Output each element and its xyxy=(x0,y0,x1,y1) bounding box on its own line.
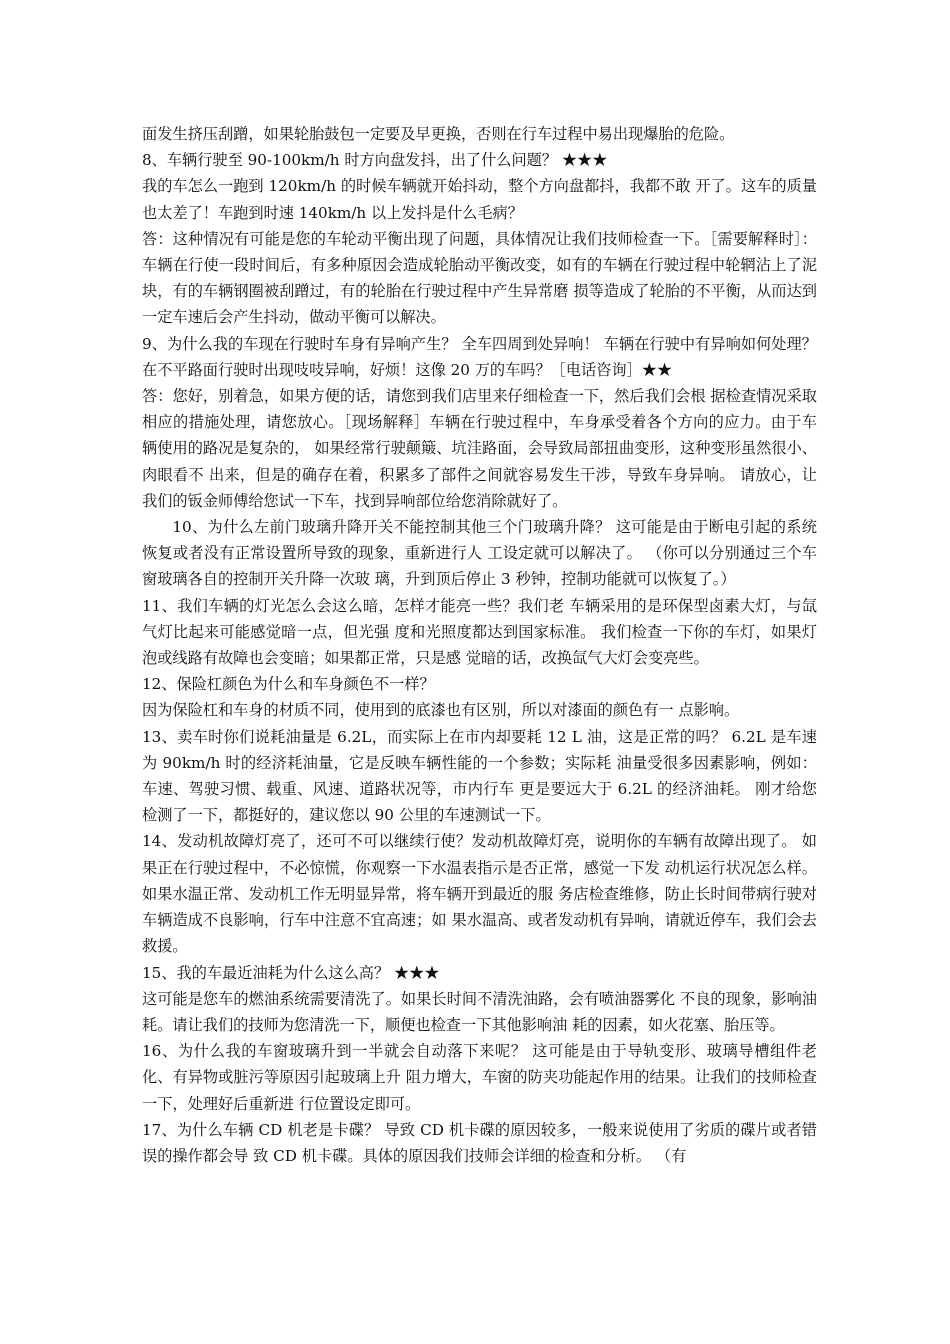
question-15-heading: 15、我的车最近油耗为什么这么高？ ★★★ xyxy=(142,963,440,982)
question-16: 16、为什么我的车窗玻璃升到一半就会自动落下来呢？ 这可能是由于导轨变形、玻璃导槽组件老化、有异物或脏污等原因引起玻璃上升 阻力增大，车窗的防夹功能起作用的结果。让我们的技师检查一下，处理好后重新进 行位置设定即可。 xyxy=(142,1042,817,1113)
question-14: 14、发动机故障灯亮了，还可不可以继续行使？发动机故障灯亮，说明你的车辆有故障出现了。 如果正在行驶过程中，不必惊慌，你观察一下水温表指示是否正常，感觉一下发 动机运行状况怎么样。如果水温正常、发动机工作无明显异常，将车辆开到最近的服 务店检查维修，防止长时间带病行驶对车辆造成不良影响，行车中注意不宜高速；如 果水温高、或者发动机有异响，请就近停车，我们会去救援。 xyxy=(142,832,817,956)
question-12-answer: 因为保险杠和车身的材质不同，使用到的底漆也有区别，所以对漆面的颜色有一 点影响。 xyxy=(142,701,740,720)
question-12-heading: 12、保险杠颜色为什么和车身颜色不一样？ xyxy=(142,675,435,694)
question-8-customer-text: 我的车怎么一跑到 120km/h 的时候车辆就开始抖动，整个方向盘都抖，我都不敢 开了。这车的质量也太差了！车跑到时速 140km/h 以上发抖是什么毛病？ xyxy=(142,177,817,222)
question-11: 11、我们车辆的灯光怎么会这么暗，怎样才能亮一些？我们老 车辆采用的是环保型卤素大灯，与氙气灯比起来可能感觉暗一点，但光强 度和光照度都达到国家标准。 我们检查一下你的车灯，如果灯泡或线路有故障也会变暗；如果都正常，只是感 觉暗的话，改换氙气大灯会变亮些。 xyxy=(142,596,817,668)
question-9-heading: 9、为什么我的车现在行驶时车身有异响产生？ 全车四周到处异响！ 车辆在行驶中有异响如何处理？在不平路面行驶时出现吱吱异响，好烦！这像 20 万的车吗？［电话咨询］★★ xyxy=(142,334,817,379)
question-15-answer: 这可能是您车的燃油系统需要清洗了。如果长时间不清洗油路，会有喷油器雾化 不良的现象，影响油耗。请让我们的技师为您清洗一下，顺便也检查一下其他影响油 耗的因素，如火花塞、胎压等。 xyxy=(142,989,817,1034)
question-13: 13、卖车时你们说耗油量是 6.2L，而实际上在市内却要耗 12 L 油，这是正常的吗？ 6.2L 是车速为 90km/h 时的经济耗油量，它是反映车辆性能的一个参数；实际耗 油量受很多因素影响，例如：车速、驾驶习惯、载重、风速、道路状况等，市内行车 更是要远大于 6.2L 的经济油耗。 刚才给您检测了一下，都挺好的，建议您以 90 公里的车速测试一下。 xyxy=(142,727,817,825)
question-17: 17、为什么车辆 CD 机老是卡碟？ 导致 CD 机卡碟的原因较多，一般来说使用了劣质的碟片或者错误的操作都会导 致 CD 机卡碟。具体的原因我们技师会详细的检查和分析。 （有 xyxy=(142,1120,817,1165)
paragraph-continuation: 面发生挤压刮蹭，如果轮胎鼓包一定要及早更换，否则在行车过程中易出现爆胎的危险。 xyxy=(142,125,735,143)
question-8-answer: 答：这种情况有可能是您的车轮动平衡出现了问题，具体情况让我们技师检查一下。［需要解释时］： 车辆在行使一段时间后，有多种原因会造成轮胎动平衡改变，如有的车辆在行驶过程中轮辋沾上了泥块，有的车辆钢圈被刮蹭过，有的轮胎在行驶过程中产生异常磨 损等造成了轮胎的不平衡，从而达到一定车速后会产生抖动，做动平衡可以解决。 xyxy=(142,229,817,327)
document-body xyxy=(142,121,817,1169)
question-10: 10、为什么左前门玻璃升降开关不能控制其他三个门玻璃升降？ 这可能是由于断电引起的系统恢复或者没有正常设置所导致的现象，重新进行人 工设定就可以解决了。 （你可以分别通过三个车窗玻璃各自的控制开关升降一次玻 璃，升到顶后停止 3 秒钟，控制功能就可以恢复了。） xyxy=(142,518,817,589)
question-8-heading: 8、车辆行驶至 90-100km/h 时方向盘发抖，出了什么问题？ ★★★ xyxy=(142,151,608,170)
question-9-answer: 答：您好，别着急，如果方便的话，请您到我们店里来仔细检查一下，然后我们会根 据检查情况采取相应的措施处理，请您放心。［现场解释］车辆在行驶过程中，车身承受着各个方向的应力。由于车辆使用的路况是复杂的， 如果经常行驶颠簸、坑洼路面，会导致局部扭曲变形，这种变形虽然很小、肉眼看不 出来，但是的确存在着，积累多了部件之间就容易发生干涉，导致车身异响。 请放心，让我们的钣金师傅给您试一下车，找到异响部位给您消除就好了。 xyxy=(142,387,817,510)
